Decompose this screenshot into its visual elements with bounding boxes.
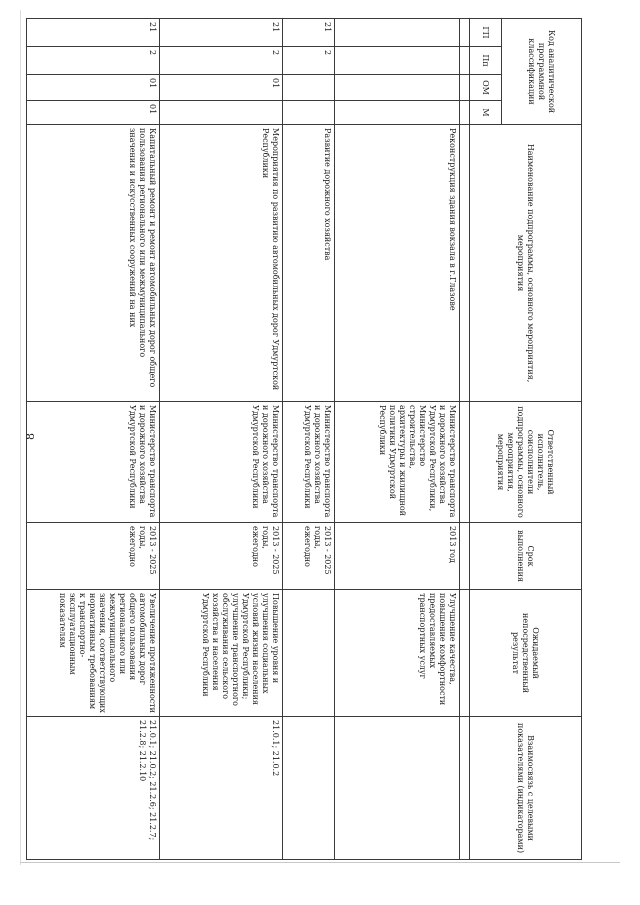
program-measures-table: [26, 18, 582, 860]
cell-term: 2013 - 2025 годы, ежегодно: [160, 523, 283, 590]
header-responsible: Ответственный исполнитель, соисполнители подпрограммы, основного мероприятия, мероприятия: [470, 402, 582, 523]
cell-om: [283, 75, 335, 101]
cell-m: [335, 101, 460, 125]
cell-responsible: Министерство транспорта и дорожного хозяйства Удмуртской Республики: [160, 402, 283, 523]
rotated-table-wrapper: [58, 18, 582, 859]
cell-om: [335, 75, 460, 101]
page-bottom-line: [20, 862, 620, 863]
header-result: Ожидаемый непосредственный результат: [470, 590, 582, 717]
header-gp: ГП: [470, 19, 502, 47]
cell-name: Развитие дорожного хозяйства: [283, 125, 335, 402]
cell-m: 01: [27, 101, 160, 125]
cell-link: [283, 717, 335, 860]
cell-om: 01: [160, 75, 283, 101]
spacer-row: [460, 19, 470, 860]
cell-result: Увеличение протяженности автомобильных дорог общего пользования регионального или межмуниципального значения, соответствующих нормативным требованиям к транспортно-эксплуатационным показателям: [27, 590, 160, 717]
cell-result: Улучшение качества, повышение комфортности предоставляемых транспортных услуг: [335, 590, 460, 717]
cell-responsible: Министерство транспорта и дорожного хозяйства Удмуртской Республики, Министерство строительства, архитектуры и жилищной политики Удмуртской Республики: [335, 402, 460, 523]
header-link: Взаимосвязь с целевыми показателями (индикаторами): [470, 717, 582, 860]
header-term: Срок выполнения: [470, 523, 582, 590]
cell-term: 2013 - 2025 годы, ежегодно: [283, 523, 335, 590]
cell-pp: 2: [283, 47, 335, 75]
page-number: 8: [24, 433, 37, 440]
cell-result: [283, 590, 335, 717]
table-row: [160, 19, 283, 860]
table-row: [27, 19, 160, 860]
cell-responsible: Министерство транспорта и дорожного хозяйства Удмуртской Республики: [27, 402, 160, 523]
header-row: [502, 19, 582, 860]
cell-gp: 21: [160, 19, 283, 47]
cell-name: Мероприятия по развитию автомобильных дорог Удмуртской Республики: [160, 125, 283, 402]
header-m: М: [470, 101, 502, 125]
cell-name: Реконструкция здания вокзала в г.Глазове: [335, 125, 460, 402]
table-row: [283, 19, 335, 860]
header-om: ОМ: [470, 75, 502, 101]
cell-term: 2013 год: [335, 523, 460, 590]
cell-pp: [335, 47, 460, 75]
cell-gp: 21: [283, 19, 335, 47]
cell-gp: [335, 19, 460, 47]
cell-m: [283, 101, 335, 125]
cell-name: Капитальный ремонт и ремонт автомобильных дорог общего пользования регионального или межмуниципального значения и искусственных сооружений на них: [27, 125, 160, 402]
table-row: [335, 19, 460, 860]
cell-link: [335, 717, 460, 860]
cell-link: 21.0.1; 21.0.2; 21.2.6; 21.2.7; 21.2.8; 21.2.10: [27, 717, 160, 860]
header-code-group: Код аналитической программной классификации: [502, 19, 582, 125]
cell-pp: 2: [160, 47, 283, 75]
cell-gp: 21: [27, 19, 160, 47]
cell-responsible: Министерство транспорта и дорожного хозяйства Удмуртской Республики: [283, 402, 335, 523]
header-name: Наименование подпрограммы, основного мероприятия, мероприятия: [470, 125, 582, 402]
cell-term: 2013 - 2025 годы, ежегодно: [27, 523, 160, 590]
cell-result: Повышение уровня и улучшения социальных условий жизни населения Удмуртской Республики; улучшение транспортного обслуживания сельского хозяйства и населения Удмуртской Республики: [160, 590, 283, 717]
page-margin-line: [20, 10, 21, 865]
cell-om: 01: [27, 75, 160, 101]
cell-m: [160, 101, 283, 125]
cell-pp: 2: [27, 47, 160, 75]
cell-link: 21.0.1; 21.0.2: [160, 717, 283, 860]
header-pp: Пп: [470, 47, 502, 75]
